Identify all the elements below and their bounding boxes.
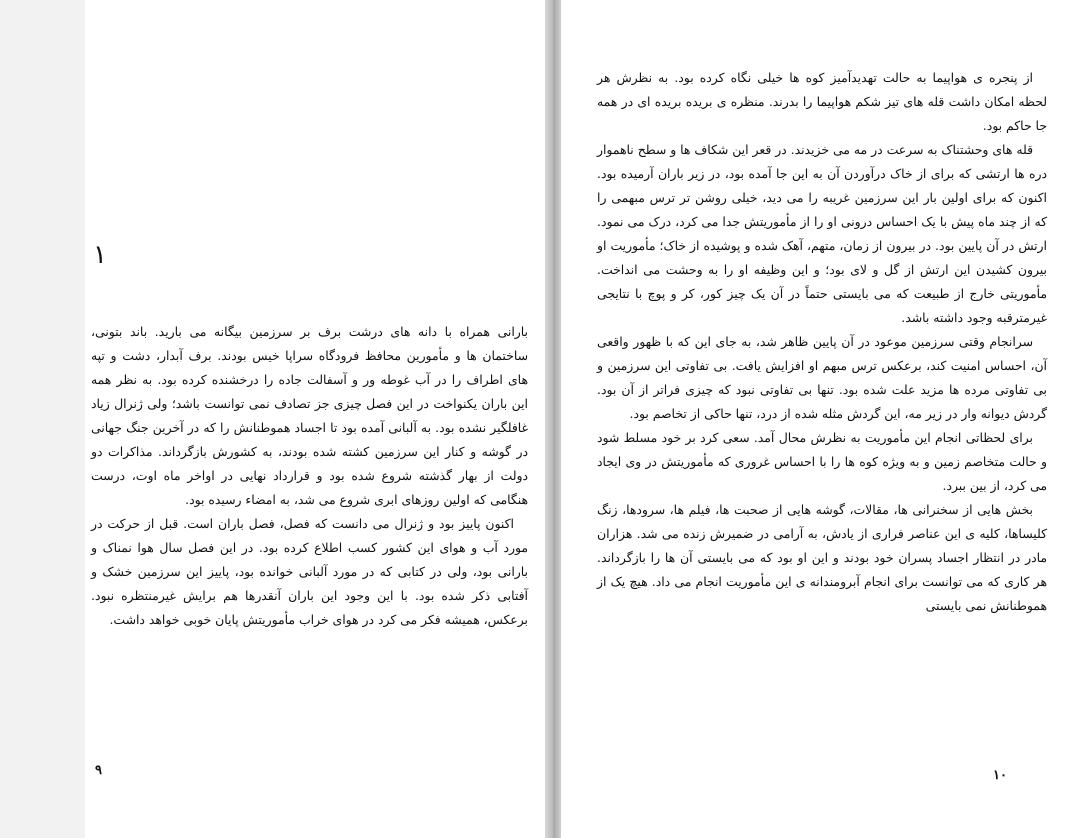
left-paragraph-2: اکنون پاییز بود و ژنرال می دانست که فصل، فصل باران است. قبل از حرکت در مورد آب و هوای این کشور کسب اطلاع کرده بود. در این فصل سال هوا نمناک و بارانی بود، ولی در کتابی که در مورد آلبانی خوانده بود، پاییز این سرزمین خشک و آفتابی ذکر شده بود. با این وجود این باران آنقدرها هم برایش غیرمنتظره نبود. برعکس، همیشه فکر می کرد در هوای خراب مأموریتش پایان خوبی خواهد داشت. bbox=[91, 516, 528, 627]
left-page bbox=[85, 0, 545, 838]
left-paragraph-1: بارانی همراه با دانه های درشت برف بر سرزمین بیگانه می بارید. باند بتونی، ساختمان ها و مأمورین محافظ فرودگاه سراپا خیس بودند. برف آبدار، دشت و تپه های اطراف را در آب غوطه ور و آسفالت جاده را درخشنده کرده بود. به نظر همه این باران یکنواخت در این فصل چیزی جز تصادف نمی توانست باشد؛ ولی ژنرال زیاد غافلگیر نشده بود. به آلبانی آمده بود تا اجساد هموطنانش را که در آخرین جنگ جهانی در گوشه و کنار این سرزمین کشته شده بودند، به کشورش بازگرداند. مذاکرات دو دولت از بهار گذشته شروع شده بود و قرارداد نهایی در اواخر ماه اوت، درست هنگامی که اولین روزهای ابری شروع می شد، به امضاء رسیده بود. bbox=[91, 324, 528, 507]
right-page-number: ۱۰ bbox=[993, 768, 1007, 783]
right-paragraph-1: از پنجره ی هواپیما به حالت تهدیدآمیز کوه ها خیلی نگاه کرده بود. به نظرش هر لحظه امکان داشت قله های تیز شکم هواپیما را بدرند. منظره ی بریده بریده ای در همه جا حاکم بود. bbox=[597, 70, 1047, 133]
right-paragraph-3: سرانجام وقتی سرزمین موعود در آن پایین ظاهر شد، به جای این که با ظهور واقعی آن، احساس امنیت کند، برعکس ترس مبهم او افزایش یافت. بی تفاوتی این سرزمین و بی تفاوتی مرده ها مزید علت شده بود. تنها بی تفاوتی نبود که چیزی فراتر از آن بود. گردش دیوانه وار در زیر مه، این گردش مثله شده از درد، تنها حاکی از تخاصم بود. bbox=[597, 334, 1047, 421]
right-paragraph-2: قله های وحشتناک به سرعت در مه می خزیدند. در قعر این شکاف ها و سطح ناهموار دره ها ارتشی که برای از خاک درآوردن آن به این جا آمده بود، در زیر باران آرمیده بود. اکنون که برای اولین بار این سرزمین غریبه را می دید، خیلی روشن تر ترس مبهمی را که از چند ماه پیش با یک احساس درونی او را از مأموریتش جدا می کرد، درک می نمود. ارتش در آن پایین بود. در بیرون از زمان، متهم، آهک شده و پوشیده از خاک؛ مأموریت او بیرون کشیدن این ارتش از گل و لای بود؛ و این وظیفه او را به وحشت می انداخت. مأموریتی خارج از طبیعت که می بایستی حتماً در آن یک چیز کور، کر و پوچ با نتایجی غیرمترقبه وجود داشته باشد. bbox=[597, 142, 1047, 325]
right-page bbox=[561, 0, 1085, 838]
left-page-number: ۹ bbox=[95, 763, 102, 778]
right-paragraph-5: بخش هایی از سخنرانی ها، مقالات، گوشه هایی از صحبت ها، فیلم ها، سرودها، زنگ کلیساها، کلیه ی این عناصر فراری از یادش، به آرامی در ضمیرش زنده می شد. هزاران مادر در انتظار اجساد پسران خود بودند و این او بود که می بایستی آن ها را بازگرداند. هر کاری که می توانست برای انجام آبرومندانه ی این مأموریت انجام می داد. هیچ یک از هموطنانش نمی بایستی bbox=[597, 502, 1047, 613]
right-page-text bbox=[597, 66, 1047, 618]
chapter-number: ۱ bbox=[93, 240, 107, 270]
right-paragraph-4: برای لحظاتی انجام این مأموریت به نظرش محال آمد. سعی کرد بر خود مسلط شود و حالت متخاصم زمین و به ویژه کوه ها را با احساس غروری که مأموریتش در وی ایجاد می کرد، از بین ببرد. bbox=[597, 430, 1047, 493]
book-spine bbox=[545, 0, 561, 838]
left-page-text bbox=[91, 320, 528, 632]
